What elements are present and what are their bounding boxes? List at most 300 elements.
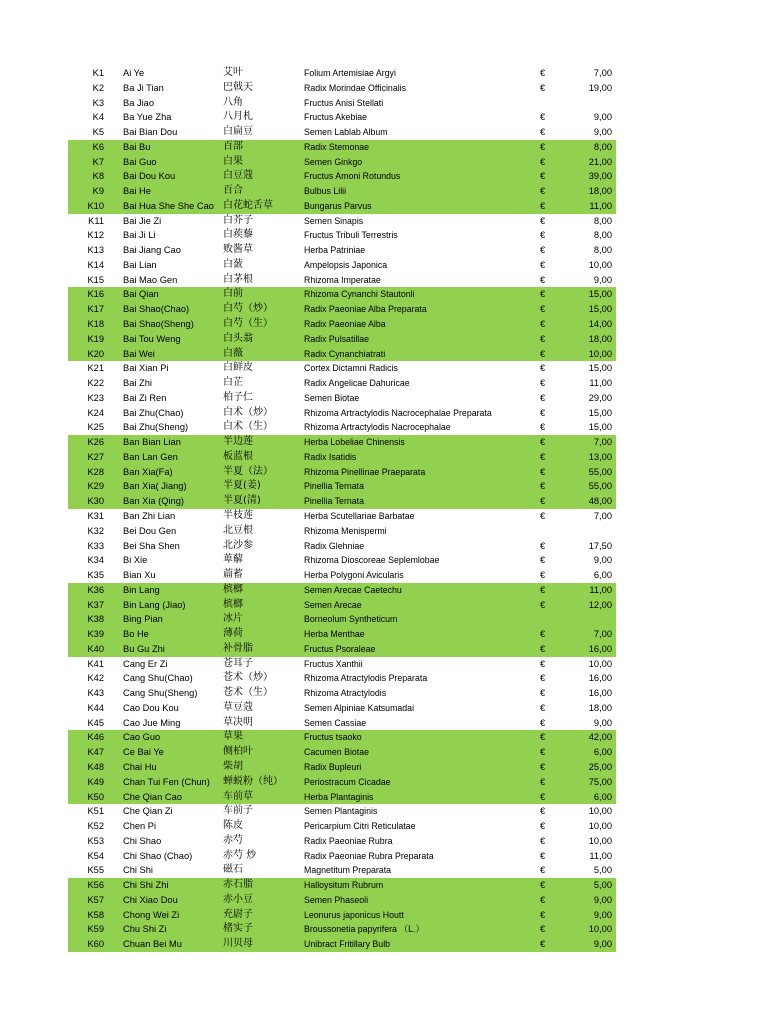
- item-pinyin-name: Bai Bian Dou: [123, 127, 178, 138]
- item-price: 39,00: [588, 171, 612, 182]
- item-latin-name: Periostracum Cicadae: [304, 776, 391, 787]
- item-code: K27: [87, 451, 104, 462]
- item-currency: €: [540, 363, 546, 374]
- item-chinese-name: 白薇: [223, 347, 243, 359]
- table-row: [68, 391, 616, 406]
- item-latin-name: Fructus tsaoko: [304, 732, 362, 743]
- item-pinyin-name: Bai Xian Pi: [123, 363, 169, 374]
- item-latin-name: Herba Patriniae: [304, 245, 366, 256]
- item-chinese-name: 柴胡: [223, 760, 243, 772]
- item-latin-name: Semen Lablab Album: [304, 127, 388, 138]
- item-code: K17: [87, 304, 104, 315]
- item-currency: €: [540, 584, 546, 595]
- item-latin-name: Herba Lobeliae Chinensis: [304, 437, 405, 448]
- item-price: 18,00: [588, 186, 612, 197]
- item-chinese-name: 赤石脂: [223, 879, 253, 891]
- table-row: [68, 450, 616, 465]
- item-pinyin-name: Chi Xiao Dou: [123, 894, 178, 905]
- item-chinese-name: 赤芍: [223, 834, 243, 846]
- item-latin-name: Magnetitum Preparata: [304, 865, 392, 876]
- item-latin-name: Semen Biotae: [304, 392, 360, 403]
- table-row: [68, 258, 616, 273]
- item-pinyin-name: Ban Xia(Fa): [123, 466, 173, 477]
- item-chinese-name: 苍耳子: [223, 657, 253, 669]
- item-pinyin-name: Bei Dou Gen: [123, 525, 177, 536]
- item-latin-name: Radix Glehniae: [304, 540, 365, 551]
- item-pinyin-name: Bai Ji Li: [123, 230, 156, 241]
- item-chinese-name: 萆薢: [223, 554, 243, 566]
- item-latin-name: Rhizoma Menispermi: [304, 525, 387, 536]
- item-price: 9,00: [593, 127, 612, 138]
- item-code: K5: [92, 127, 104, 138]
- item-latin-name: Pinellia Ternata: [304, 481, 364, 492]
- item-code: K44: [87, 702, 104, 713]
- item-currency: €: [540, 496, 546, 507]
- item-chinese-name: 败酱草: [223, 244, 253, 256]
- table-row: [68, 509, 616, 524]
- item-code: K36: [87, 584, 104, 595]
- table-row: [68, 790, 616, 805]
- item-latin-name: Radix Paeoniae Alba: [304, 319, 386, 330]
- table-row: [68, 893, 616, 908]
- item-pinyin-name: Cang Shu(Sheng): [123, 688, 198, 699]
- table-row: [68, 849, 616, 864]
- table-row: [68, 199, 616, 214]
- item-chinese-name: 白花蛇舌草: [223, 199, 273, 211]
- table-row: [68, 612, 616, 627]
- item-chinese-name: 草决明: [223, 716, 253, 728]
- item-code: K22: [87, 378, 104, 389]
- item-latin-name: Fructus Akebiae: [304, 112, 368, 123]
- item-pinyin-name: Ban Zhi Lian: [123, 510, 176, 521]
- item-pinyin-name: Bei Sha Shen: [123, 540, 180, 551]
- item-price: 14,00: [588, 319, 612, 330]
- item-code: K34: [87, 555, 104, 566]
- item-code: K57: [87, 894, 104, 905]
- item-chinese-name: 白扁豆: [223, 126, 253, 138]
- item-code: K41: [87, 658, 104, 669]
- item-pinyin-name: Chai Hu: [123, 761, 157, 772]
- item-pinyin-name: Bu Gu Zhi: [123, 643, 165, 654]
- table-row: [68, 125, 616, 140]
- table-row: [68, 819, 616, 834]
- item-pinyin-name: Bai Qian: [123, 289, 159, 300]
- table-row: [68, 524, 616, 539]
- item-code: K28: [87, 466, 104, 477]
- item-pinyin-name: Bai Hua She She Cao: [123, 200, 214, 211]
- item-pinyin-name: Chi Shi: [123, 865, 153, 876]
- item-pinyin-name: Chi Shao: [123, 835, 162, 846]
- item-price: 9,00: [593, 717, 612, 728]
- item-code: K39: [87, 629, 104, 640]
- table-row: [68, 287, 616, 302]
- item-price: 11,00: [589, 200, 612, 211]
- item-price: 25,00: [588, 761, 612, 772]
- item-pinyin-name: Bai Tou Weng: [123, 333, 181, 344]
- item-chinese-name: 白芥子: [223, 214, 253, 226]
- item-pinyin-name: Bai Zhi: [123, 378, 152, 389]
- table-row: [68, 642, 616, 657]
- item-chinese-name: 柏子仁: [223, 391, 253, 403]
- item-latin-name: Rhizoma Artractylodis Nacrocephalae Preparata: [304, 407, 492, 418]
- item-latin-name: Radix Paeoniae Rubra Preparata: [304, 850, 434, 861]
- item-price: 9,00: [593, 894, 612, 905]
- item-latin-name: Halloysitum Rubrum: [304, 880, 384, 891]
- item-pinyin-name: Bai Guo: [123, 156, 157, 167]
- item-currency: €: [540, 894, 546, 905]
- item-currency: €: [540, 702, 546, 713]
- item-price: 15,00: [588, 422, 612, 433]
- item-price: 9,00: [593, 555, 612, 566]
- item-price: 8,00: [593, 215, 612, 226]
- item-pinyin-name: Bai Bu: [123, 141, 151, 152]
- item-latin-name: Rhizoma Atractylodis Preparata: [304, 673, 428, 684]
- item-latin-name: Rhizoma Cynanchi Stautonli: [304, 289, 415, 300]
- item-latin-name: Unibract Fritillary Bulb: [304, 939, 391, 950]
- item-chinese-name: 白蒺藜: [223, 229, 253, 241]
- item-pinyin-name: Chi Shao (Chao): [123, 850, 193, 861]
- item-currency: €: [540, 643, 546, 654]
- item-currency: €: [540, 437, 546, 448]
- item-price: 42,00: [588, 732, 612, 743]
- item-currency: €: [540, 821, 546, 832]
- table-row: [68, 583, 616, 598]
- item-chinese-name: 槟榔: [223, 583, 243, 595]
- item-latin-name: Radix Pulsatillae: [304, 333, 370, 344]
- item-currency: €: [540, 245, 546, 256]
- item-price: 10,00: [588, 835, 612, 846]
- item-currency: €: [540, 141, 546, 152]
- item-price: 11,00: [589, 584, 612, 595]
- item-pinyin-name: Ba Ji Tian: [123, 82, 164, 93]
- item-pinyin-name: Bai Jiang Cao: [123, 245, 181, 256]
- item-chinese-name: 车前草: [223, 790, 253, 802]
- item-chinese-name: 艾叶: [223, 67, 243, 78]
- item-pinyin-name: Bai Zi Ren: [123, 392, 167, 403]
- item-pinyin-name: Bai Zhu(Sheng): [123, 422, 189, 433]
- table-row: [68, 568, 616, 583]
- item-latin-name: Semen Alpiniae Katsumadai: [304, 702, 415, 713]
- item-pinyin-name: Bai Shao(Sheng): [123, 319, 194, 330]
- item-chinese-name: 半夏(清): [223, 495, 261, 507]
- item-latin-name: Radix Isatidis: [304, 451, 357, 462]
- item-code: K14: [87, 259, 104, 270]
- item-latin-name: Semen Sinapis: [304, 215, 364, 226]
- item-latin-name: Semen Arecae Caetechu: [304, 584, 402, 595]
- item-currency: €: [540, 629, 546, 640]
- item-chinese-name: 白豆蔻: [223, 170, 253, 182]
- item-price: 21,00: [588, 156, 612, 167]
- item-code: K31: [87, 510, 104, 521]
- item-pinyin-name: Che Qian Zi: [123, 806, 173, 817]
- item-code: K20: [87, 348, 104, 359]
- item-code: K6: [92, 141, 104, 152]
- item-latin-name: Semen Arecae: [304, 599, 362, 610]
- item-pinyin-name: Ban Lan Gen: [123, 451, 178, 462]
- item-code: K35: [87, 570, 104, 581]
- table-row: [68, 66, 616, 81]
- table-row: [68, 657, 616, 672]
- item-price: 75,00: [588, 776, 612, 787]
- item-price: 48,00: [588, 496, 612, 507]
- item-price: 15,00: [588, 407, 612, 418]
- item-currency: €: [540, 274, 546, 285]
- item-code: K23: [87, 392, 104, 403]
- table-row: [68, 745, 616, 760]
- item-price: 8,00: [593, 141, 612, 152]
- item-latin-name: Rhizoma Artractylodis Nacrocephalae: [304, 422, 451, 433]
- item-code: K29: [87, 481, 104, 492]
- item-currency: €: [540, 407, 546, 418]
- item-code: K30: [87, 496, 104, 507]
- item-code: K9: [92, 186, 104, 197]
- item-chinese-name: 八月札: [223, 111, 253, 123]
- item-currency: €: [540, 732, 546, 743]
- item-chinese-name: 楮实子: [223, 923, 253, 935]
- item-code: K56: [87, 880, 104, 891]
- table-row: [68, 273, 616, 288]
- item-pinyin-name: Bai Zhu(Chao): [123, 407, 184, 418]
- item-pinyin-name: Chan Tui Fen (Chun): [123, 776, 210, 787]
- item-code: K58: [87, 909, 104, 920]
- item-price: 12,00: [588, 599, 612, 610]
- item-code: K38: [87, 614, 104, 625]
- item-latin-name: Rhizoma Pinellinae Praeparata: [304, 466, 426, 477]
- item-latin-name: Broussonetia papyrifera （L.）: [304, 924, 425, 935]
- table-row: [68, 908, 616, 923]
- item-price: 9,00: [593, 112, 612, 123]
- item-latin-name: Bulbus Lilii: [304, 186, 347, 197]
- item-currency: €: [540, 112, 546, 123]
- item-pinyin-name: Ba Jiao: [123, 97, 155, 108]
- item-chinese-name: 巴戟天: [223, 81, 253, 93]
- item-latin-name: Radix Paeoniae Rubra: [304, 835, 393, 846]
- item-price: 16,00: [588, 688, 612, 699]
- item-chinese-name: 半边莲: [223, 436, 253, 448]
- table-row: [68, 553, 616, 568]
- table-row: [68, 686, 616, 701]
- item-chinese-name: 陈皮: [223, 820, 243, 832]
- item-price: 9,00: [593, 909, 612, 920]
- item-currency: €: [540, 127, 546, 138]
- item-code: K48: [87, 761, 104, 772]
- item-chinese-name: 半夏（法）: [223, 465, 273, 477]
- item-chinese-name: 蝉蜕粉（纯）: [223, 775, 283, 787]
- item-price: 6,00: [593, 791, 612, 802]
- item-latin-name: Radix Paeoniae Alba Preparata: [304, 304, 427, 315]
- table-row: [68, 214, 616, 229]
- item-chinese-name: 北沙参: [223, 539, 253, 551]
- item-pinyin-name: Bai Jie Zi: [123, 215, 162, 226]
- item-pinyin-name: Bai Wei: [123, 348, 155, 359]
- item-latin-name: Herba Polygoni Avicularis: [304, 570, 404, 581]
- item-code: K50: [87, 791, 104, 802]
- item-pinyin-name: Bi Xie: [123, 555, 148, 566]
- item-chinese-name: 白茅根: [223, 273, 253, 285]
- item-chinese-name: 川贝母: [223, 938, 253, 950]
- table-row: [68, 347, 616, 362]
- item-latin-name: Fructus Psoraleae: [304, 643, 376, 654]
- item-code: K21: [87, 363, 104, 374]
- item-pinyin-name: Cao Dou Kou: [123, 702, 179, 713]
- item-currency: €: [540, 378, 546, 389]
- item-pinyin-name: Ba Yue Zha: [123, 112, 172, 123]
- item-chinese-name: 白术（炒）: [223, 406, 273, 418]
- table-row: [68, 317, 616, 332]
- item-price: 55,00: [588, 466, 612, 477]
- item-currency: €: [540, 865, 546, 876]
- item-currency: €: [540, 422, 546, 433]
- item-price: 55,00: [588, 481, 612, 492]
- item-code: K18: [87, 319, 104, 330]
- item-pinyin-name: Cang Er Zi: [123, 658, 168, 669]
- item-code: K8: [92, 171, 104, 182]
- item-code: K60: [87, 939, 104, 950]
- item-currency: €: [540, 570, 546, 581]
- item-latin-name: Fructus Xanthii: [304, 658, 363, 669]
- item-pinyin-name: Bai He: [123, 186, 151, 197]
- item-currency: €: [540, 776, 546, 787]
- item-pinyin-name: Bai Lian: [123, 259, 157, 270]
- item-currency: €: [540, 924, 546, 935]
- item-chinese-name: 白鲜皮: [223, 362, 253, 374]
- item-pinyin-name: Ban Bian Lian: [123, 437, 181, 448]
- item-currency: €: [540, 319, 546, 330]
- item-latin-name: Pericarpium Citri Reticulatae: [304, 821, 416, 832]
- item-price: 16,00: [588, 673, 612, 684]
- item-latin-name: Semen Cassiae: [304, 717, 367, 728]
- table-row: [68, 228, 616, 243]
- item-chinese-name: 白果: [223, 155, 243, 167]
- item-price: 7,00: [593, 437, 612, 448]
- table-row: [68, 376, 616, 391]
- table-row: [68, 716, 616, 731]
- item-pinyin-name: Ban Xia( Jiang): [123, 481, 187, 492]
- item-pinyin-name: Chi Shi Zhi: [123, 880, 169, 891]
- item-currency: €: [540, 747, 546, 758]
- table-row: [68, 775, 616, 790]
- item-chinese-name: 白术（生）: [223, 421, 273, 433]
- item-latin-name: Cacumen Biotae: [304, 747, 370, 758]
- item-currency: €: [540, 806, 546, 817]
- item-code: K16: [87, 289, 104, 300]
- item-pinyin-name: Chu Shi Zi: [123, 924, 167, 935]
- item-code: K53: [87, 835, 104, 846]
- item-price: 10,00: [588, 924, 612, 935]
- item-code: K4: [92, 112, 104, 123]
- item-chinese-name: 白头翁: [223, 332, 253, 344]
- item-pinyin-name: Cang Shu(Chao): [123, 673, 193, 684]
- item-pinyin-name: Chen Pi: [123, 821, 157, 832]
- item-currency: €: [540, 850, 546, 861]
- item-code: K43: [87, 688, 104, 699]
- table-row: [68, 302, 616, 317]
- table-row: [68, 479, 616, 494]
- table-row: [68, 420, 616, 435]
- item-chinese-name: 苍术（炒）: [223, 672, 273, 684]
- item-latin-name: Radix Cynanchiatrati: [304, 348, 386, 359]
- item-currency: €: [540, 673, 546, 684]
- price-table: [68, 66, 616, 952]
- table-row: [68, 494, 616, 509]
- table-row: [68, 140, 616, 155]
- item-pinyin-name: Bai Mao Gen: [123, 274, 178, 285]
- item-price: 10,00: [588, 259, 612, 270]
- item-price: 5,00: [593, 865, 612, 876]
- item-latin-name: Radix Morindae Officinalis: [304, 82, 407, 93]
- item-currency: €: [540, 880, 546, 891]
- item-latin-name: Semen Phaseoli: [304, 894, 369, 905]
- item-chinese-name: 八角: [223, 96, 243, 108]
- item-pinyin-name: Bin Lang (Jiao): [123, 599, 186, 610]
- item-currency: €: [540, 555, 546, 566]
- item-price: 17,50: [588, 540, 612, 551]
- item-code: K33: [87, 540, 104, 551]
- item-pinyin-name: Bin Lang: [123, 584, 160, 595]
- item-code: K47: [87, 747, 104, 758]
- item-price: 7,00: [593, 629, 612, 640]
- item-price: 18,00: [588, 333, 612, 344]
- item-latin-name: Herba Scutellariae Barbatae: [304, 510, 415, 521]
- item-currency: €: [540, 909, 546, 920]
- item-currency: €: [540, 186, 546, 197]
- item-chinese-name: 补骨脂: [223, 642, 253, 654]
- item-latin-name: Ampelopsis Japonica: [304, 259, 388, 270]
- item-price: 15,00: [588, 304, 612, 315]
- item-code: K13: [87, 245, 104, 256]
- table-row: [68, 937, 616, 952]
- item-code: K11: [88, 215, 104, 226]
- item-code: K40: [87, 643, 104, 654]
- item-currency: €: [540, 761, 546, 772]
- item-pinyin-name: Ce Bai Ye: [123, 747, 164, 758]
- item-chinese-name: 白前: [223, 288, 243, 300]
- item-code: K52: [87, 821, 104, 832]
- table-row: [68, 834, 616, 849]
- item-latin-name: Borneolum Syntheticum: [304, 614, 398, 625]
- item-currency: €: [540, 259, 546, 270]
- table-row: [68, 110, 616, 125]
- item-pinyin-name: Cao Guo: [123, 732, 161, 743]
- table-row: [68, 96, 616, 111]
- item-price: 19,00: [588, 82, 612, 93]
- item-price: 29,00: [588, 392, 612, 403]
- item-chinese-name: 薄荷: [223, 628, 243, 640]
- item-currency: €: [540, 82, 546, 93]
- item-price: 5,00: [593, 880, 612, 891]
- item-price: 7,00: [593, 510, 612, 521]
- item-currency: €: [540, 717, 546, 728]
- item-pinyin-name: Che Qian Cao: [123, 791, 182, 802]
- item-pinyin-name: Chong Wei Zi: [123, 909, 180, 920]
- item-currency: €: [540, 392, 546, 403]
- item-price: 15,00: [588, 363, 612, 374]
- item-pinyin-name: Bing Pian: [123, 614, 163, 625]
- item-chinese-name: 白蔹: [223, 258, 243, 270]
- item-latin-name: Rhizoma Dioscoreae Seplemlobae: [304, 555, 440, 566]
- item-currency: €: [540, 688, 546, 699]
- item-currency: €: [540, 481, 546, 492]
- item-currency: €: [540, 230, 546, 241]
- table-row: [68, 598, 616, 613]
- item-code: K42: [87, 673, 104, 684]
- item-latin-name: Cortex Dictamni Radicis: [304, 363, 398, 374]
- item-latin-name: Bungarus Parvus: [304, 200, 372, 211]
- item-code: K45: [87, 717, 104, 728]
- item-chinese-name: 半夏(姜): [223, 480, 261, 492]
- item-latin-name: Folium Artemisiae Argyi: [304, 68, 396, 78]
- item-code: K54: [87, 850, 104, 861]
